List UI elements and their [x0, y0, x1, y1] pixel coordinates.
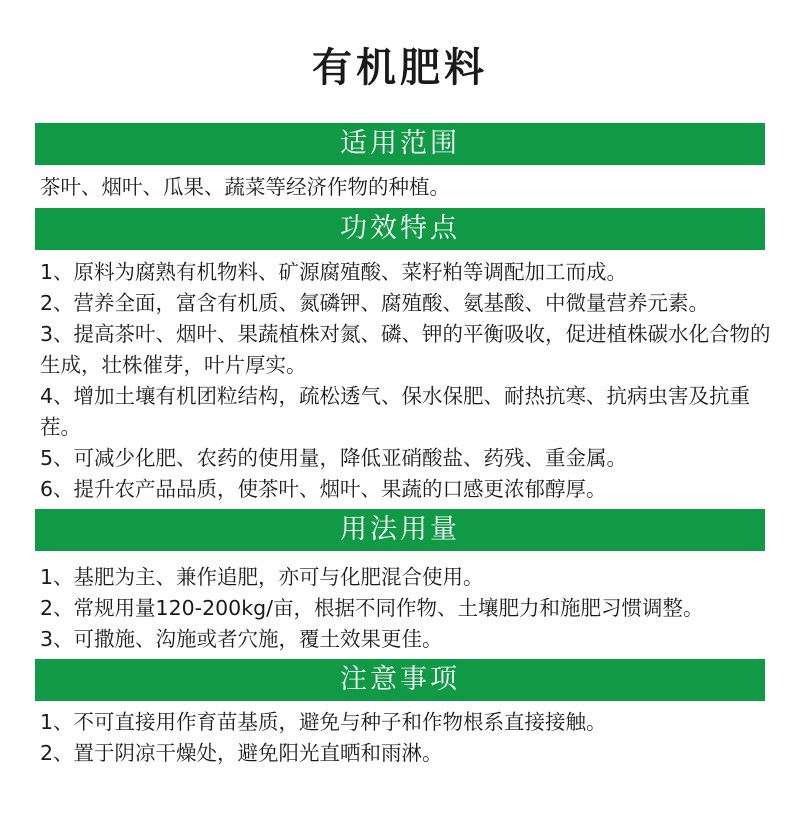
list-item: 4、增加土壤有机团粒结构，疏松透气、保水保肥、耐热抗寒、抗病虫害及抗重茬。	[40, 384, 751, 439]
section-body-features	[40, 257, 780, 505]
list-item: 5、可减少化肥、农药的使用量，降低亚硝酸盐、药残、重金属。	[40, 446, 628, 470]
list-item: 1、基肥为主、兼作追肥，亦可与化肥混合使用。	[40, 565, 484, 589]
list-item: 1、原料为腐熟有机物料、矿源腐殖酸、菜籽粕等调配加工而成。	[40, 260, 628, 284]
list-item: 2、营养全面，富含有机质、氮磷钾、腐殖酸、氨基酸、中微量营养元素。	[40, 291, 710, 315]
list-item: 3、提高茶叶、烟叶、果蔬植株对氮、磷、钾的平衡吸收，促进植株碳水化合物的生成，壮株催芽，叶片厚实。	[40, 322, 771, 377]
list-item: 6、提升农产品品质，使茶叶、烟叶、果蔬的口感更浓郁醇厚。	[40, 477, 607, 501]
list-item: 3、可撒施、沟施或者穴施，覆土效果更佳。	[40, 627, 443, 651]
list-item: 2、置于阴凉干燥处，避免阳光直晒和雨淋。	[40, 741, 443, 765]
section-body-precautions	[40, 707, 780, 769]
section-header-precautions: 注意事项	[35, 659, 765, 701]
list-item: 1、不可直接用作育苗基质，避免与种子和作物根系直接接触。	[40, 710, 607, 734]
section-body-scope	[40, 172, 780, 203]
list-item: 茶叶、烟叶、瓜果、蔬菜等经济作物的种植。	[40, 175, 450, 199]
list-item: 2、常规用量120-200kg/亩，根据不同作物、土壤肥力和施肥习惯调整。	[40, 596, 704, 620]
section-header-features: 功效特点	[35, 208, 765, 250]
page-title: 有机肥料	[312, 45, 488, 91]
section-header-scope: 适用范围	[35, 123, 765, 165]
section-body-usage	[40, 562, 780, 655]
section-header-usage: 用法用量	[35, 509, 765, 551]
